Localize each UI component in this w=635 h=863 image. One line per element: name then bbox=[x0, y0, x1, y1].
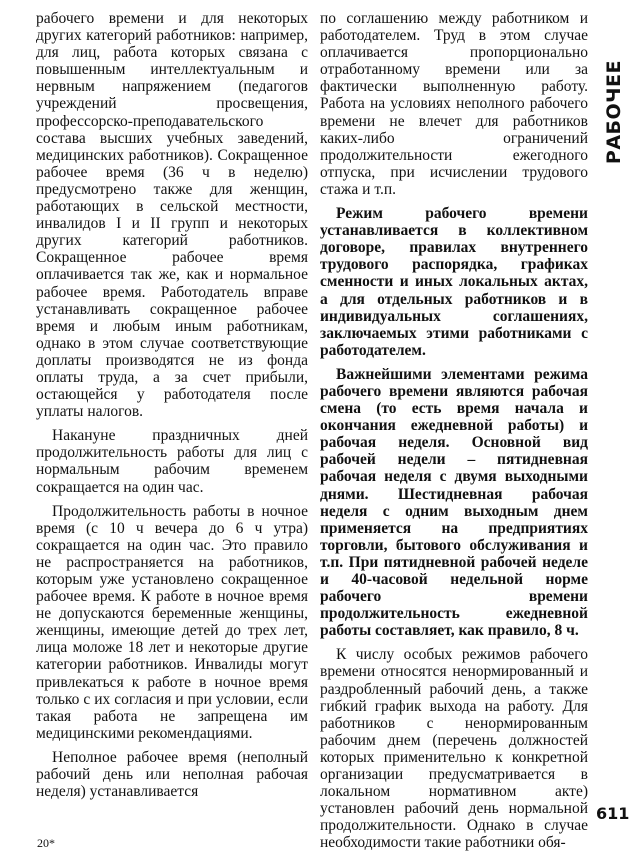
page-number: 611 bbox=[596, 804, 630, 823]
right-paragraph-4: К числу особых режимов рабочего времени относятся ненормированный и раздробленный рабочий день, а также гибкий график выхода на работу. Для работников с ненормированным рабочим днем (перечень должностей которых применительно к конкретной организации предусматривается в локальном нормативном акте) установлен рабочий день нормальной продолжительности. Однако в случае необходимости такие работники обя- bbox=[320, 646, 588, 852]
left-text-column bbox=[36, 10, 308, 807]
left-paragraph-4: Неполное рабочее время (неполный рабочий день или неполная рабочая неделя) устанавливается bbox=[36, 748, 308, 801]
signature-mark: 20* bbox=[37, 836, 55, 850]
running-head: РАБОЧЕЕ bbox=[603, 60, 625, 165]
right-paragraph-3: Важнейшими элементами режима рабочего времени являются рабочая смена (то есть время начала и окончания ежедневной работы) и рабочая неделя. Основной вид рабочей недели – пятидневная рабочая неделя с двумя выходными днями. Шестидневная рабочая неделя с одним выходным днем применяется на предприятиях торговли, бытового обслуживания и т.п. При пятидневной рабочей неделе и 40-часовой недельной норме рабочего времени продолжительность ежедневной работы составляет, как правило, 8 ч. bbox=[320, 365, 588, 640]
left-paragraph-2: Накануне праздничных дней продолжительность работы для лиц с нормальным рабочим временем сокращается на один час. bbox=[36, 427, 308, 496]
left-paragraph-1: рабочего времени и для некоторых других категорий работников: например, для лиц, работа которых связана с повышенным интеллектуальным и нервным напряжением (педагогов учреждений просвещения, профессорско-преподавательского состава высших учебных заведений, медицинских работников). Сокращенное рабочее время (36 ч в неделю) предусмотрено также для женщин, работающих в сельской местности, инвалидов I и II групп и некоторых других категорий работников. Сокращенное рабочее время оплачивается так же, как и нормальное рабочее время. Работодатель вправе устанавливать сокращенное рабочее время и любым иным работникам, однако в этом случае соответствующие доплаты производятся не из фонда оплаты труда, а за счет прибыли, остающейся у работодателя после уплаты налогов. bbox=[36, 10, 308, 421]
left-paragraph-3: Продолжительность работы в ночное время (с 10 ч вечера до 6 ч утра) сокращается на один час. Это правило не распространяется на работников, которым уже установлено сокращенное рабочее время. К работе в ночное время не допускаются беременные женщины, женщины, имеющие детей до трех лет, лица моложе 18 лет и некоторые другие категории работников. Инвалиды могут привлекаться к работе в ночное время только с их согласия и при условии, если такая работа не запрещена им медицинскими рекомендациями. bbox=[36, 502, 308, 742]
right-text-column bbox=[320, 10, 588, 859]
right-paragraph-2: Режим рабочего времени устанавливается в коллективном договоре, правилах внутреннего трудового распорядка, графиках сменности и иных локальных актах, а для отдельных работников и в индивидуальных соглашениях, заключаемых этими работниками с работодателем. bbox=[320, 205, 588, 359]
right-paragraph-1: по соглашению между работником и работодателем. Труд в этом случае оплачивается пропорционально отработанному времени или за фактически выполненную работу. Работа на условиях неполного рабочего времени не влечет для работников каких-либо ограничений продолжительности ежегодного отпуска, при исчислении трудового стажа и т.п. bbox=[320, 10, 588, 198]
